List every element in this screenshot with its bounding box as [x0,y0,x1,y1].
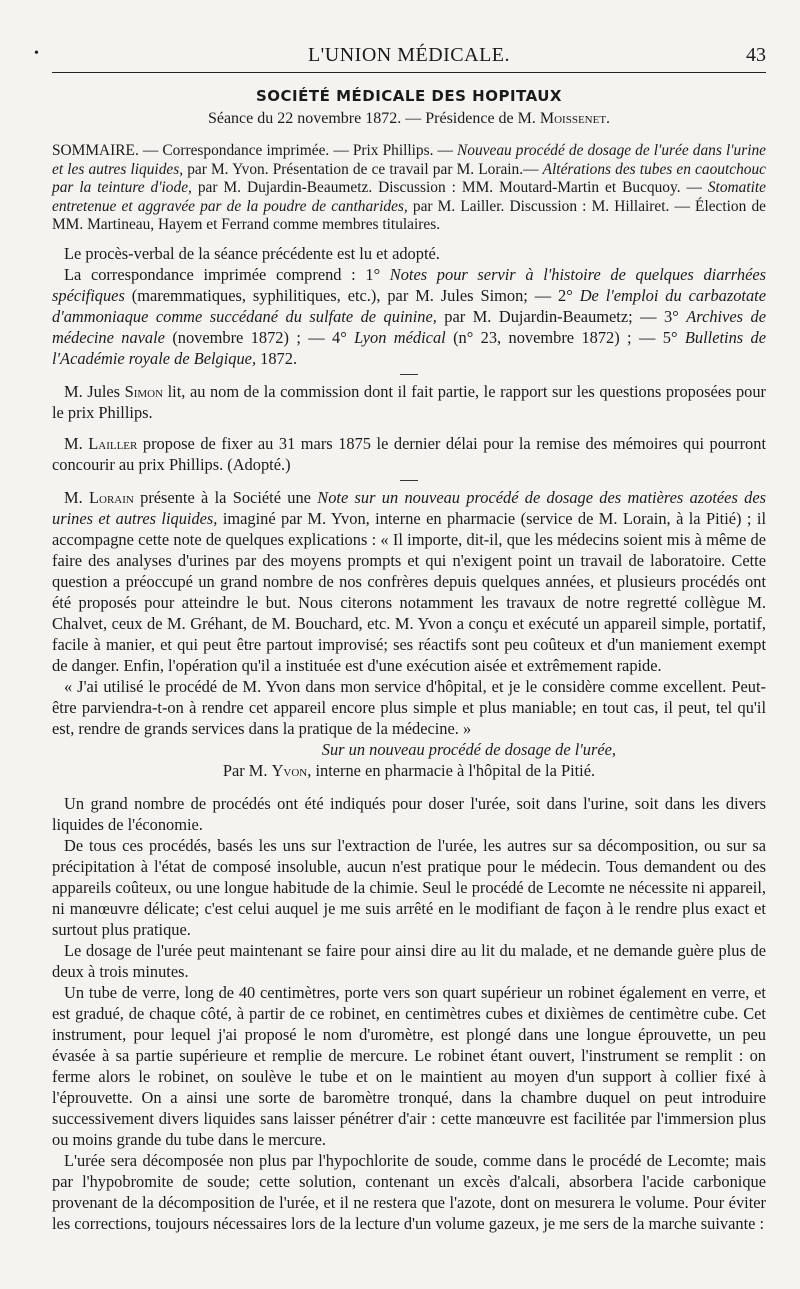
body-paragraph-1: Un grand nombre de procédés ont été indiqués pour doser l'urée, soit dans l'urine, soit dans les divers liquides de l'économie. [52,793,766,834]
summary-text-4: par M. Lailler. Discussion : M. Hillairet. — Élection de MM. Martineau, Hayem et Ferrand comme membres titulaires. [52,197,766,234]
summary-label: SOMMAIRE. [52,142,139,159]
summary-text-3: par M. Dujardin-Beaumetz. Discussion : MM. Moutard-Martin et Bucquoy. — [191,179,708,197]
body-paragraph-5: L'urée sera décomposée non plus par l'hypochlorite de soude, comme dans le procédé de Lecomte; mais par l'hypobromite de soude; cette solution, contenant un excès d'alcali, absorbera l'acide carbonique provenant de la décomposition de l'urée, et il ne restera que l'azote, dont on mesurera le volume. Pour éviter les corrections, toujours nécessaires lors de la lecture d'un volume gazeux, je me sers de la marche suivante : [52,1150,766,1233]
running-title: L'UNION MÉDICALE. [307,44,511,66]
session-line [52,110,766,128]
lailler-paragraph [52,433,766,475]
author-pre: Par M. [222,760,272,780]
corr-text-5: (n° 23, novembre 1872) ; — 5° [445,327,685,347]
summary-italic-3: Stomatite entretenue et aggravée par de la poudre de cantharides, [52,179,766,215]
session-end: . [606,110,611,127]
corr-text-4: (novembre 1872) ; — 4° [164,327,355,347]
lorain-pre: M. [64,487,89,507]
body-paragraph-3: Le dosage de l'urée peut maintenant se faire pour ainsi dire au lit du malade, et ne demande guère plus de deux à trois minutes. [52,940,766,981]
summary-italic-1: Nouveau procédé de dosage de l'urée dans l'urine et les autres liquides, [52,142,766,178]
session-president: Moissenet [539,110,607,127]
corr-text-2: (maremmatiques, syphilitiques, etc.), par M. Jules Simon; — 2° [124,285,580,305]
corr-italic-4: Lyon médical [354,327,446,347]
correspondence-paragraph [52,264,766,369]
section-divider [400,480,418,481]
summary-text-2: par M. Yvon. Présentation de ce travail par M. Lorain.— [183,160,543,178]
page-header [34,40,766,73]
corr-text-1: La correspondance imprimée comprend : 1° [64,264,390,284]
corr-italic-1: Notes pour servir à l'histoire de quelques diarrhées spécifiques [52,264,767,305]
corr-italic-5: Bulletins de l'Académie royale de Belgique, [52,327,766,368]
lailler-pre: M. [64,433,89,453]
body-paragraph-4: Un tube de verre, long de 40 centimètres, porte vers son quart supérieur un robinet également en verre, et est gradué, de chaque côté, à partir de ce robinet, en centimètres cubes et dixièmes de centimètre cube. Cet instrument, pour lequel j'ai proposé le nom d'uromètre, est plongé dans une longue éprouvette, un peu évasée à sa partie supérieure et remplie de mercure. Le robinet étant ouvert, l'instrument se remplit : on ferme alors le robinet, on soulève le tube et on le maintient au moyen d'un support à collier fixé à l'éprouvette. On a ainsi une sorte de baromètre tronqué, dans la chambre duquel on peut introduire successivement divers liquides sans laisser pénétrer d'air : cette manœuvre est facilitée par l'immersion plus ou moins grande du tube dans le mercure. [52,982,766,1149]
session-text: Séance du 22 novembre 1872. — Présidence de M. [207,110,540,127]
lorain-text-2: imaginé par M. Yvon, interne en pharmacie (service de M. Lorain, à la Pitié) ; il accompagne cette note de quelques explications : « Il importe, dit-il, que les médecins soient mis à même de faire des analyses d'urines par des moyens prompts et qui n'exigent point un travail de laboratoire. Cette question a préoccupé un grand nombre de nos confrères depuis quelques années, et plusieurs procédés ont été proposés pour atteindre le but. Nous citerons notamment les travaux de notre regretté collègue M. Chalvet, ceux de M. Gréhant, de M. Bouchard, etc. M. Yvon a conçu et exécuté un appareil simple, portatif, facile à manier, et qui peut être partout improvisé; ses réactifs sont peu coûteux et d'un maniement exempt de danger. Enfin, l'opération qu'il a instituée est d'une exécution aisée et extrêmement rapide. [52,508,766,675]
corr-text-3: par M. Dujardin-Beaumetz; — 3° [436,306,687,326]
lorain-quote-paragraph: « J'ai utilisé le procédé de M. Yvon dans mon service d'hôpital, et je le considère comme excellent. Peut-être parviendra-t-on à rendre cet appareil encore plus simple et plus maniable; en tout cas, il peut, tel qu'il est, rendre de grands services dans la pratique de la médecine. » [52,676,766,738]
simon-name: Simon [124,381,164,401]
author-name: Yvon [271,760,308,780]
simon-post: lit, au nom de la commission dont il fait partie, le rapport sur les questions proposées pour le prix Phillips. [52,381,766,422]
corr-italic-3: Archives de médecine navale [52,306,766,347]
summary-paragraph [52,142,766,235]
author-post: , interne en pharmacie à l'hôpital de la Pitié. [307,760,596,780]
summary-text-1: — Correspondance imprimée. — Prix Phillips. — [138,142,458,159]
minutes-paragraph: Le procès-verbal de la séance précédente est lu et adopté. [64,243,440,263]
summary-italic-2: Altérations des tubes en caoutchouc par la teinture d'iode, [52,160,767,197]
note-title: Sur un nouveau procédé de dosage de l'urée, [321,739,616,759]
page-number: 43 [746,44,766,66]
lorain-paragraph [52,487,766,676]
society-title: SOCIÉTÉ MÉDICALE DES HOPITAUX [255,87,562,105]
header-bullet: • [34,46,39,61]
section-divider [400,374,418,375]
lorain-italic-1: Note sur un nouveau procédé de dosage des matières azotées des urines et autres liquides, [52,487,766,528]
body-paragraph-2: De tous ces procédés, basés les uns sur l'extraction de l'urée, les autres sur sa décomposition, ou sur sa précipitation à l'état de composé insoluble, aucun n'est pratique pour le médecin. Tous demandent ou des appareils coûteux, ou une longue habitude de la chimie. Seul le procédé de Lecomte ne nécessite ni appareil, ni manœuvre délicate; c'est celui auquel je me suis arrêté en le modifiant de façon à le rendre plus exact et surtout plus pratique. [52,835,766,939]
corr-italic-2: De l'emploi du carbazotate d'ammoniaque comme succédané du sulfate de quinine, [52,285,766,326]
lailler-name: Lailler [88,433,138,453]
jules-simon-paragraph [52,381,766,423]
corr-text-6: 1872. [256,348,298,368]
note-author [52,760,766,781]
lorain-text-1: présente à la Société une [133,487,318,507]
simon-pre: M. Jules [64,381,125,401]
lorain-name: Lorain [88,487,134,507]
lailler-post: propose de fixer au 31 mars 1875 le dernier délai pour la remise des mémoires qui pourront concourir au prix Phillips. (Adopté.) [52,433,766,474]
